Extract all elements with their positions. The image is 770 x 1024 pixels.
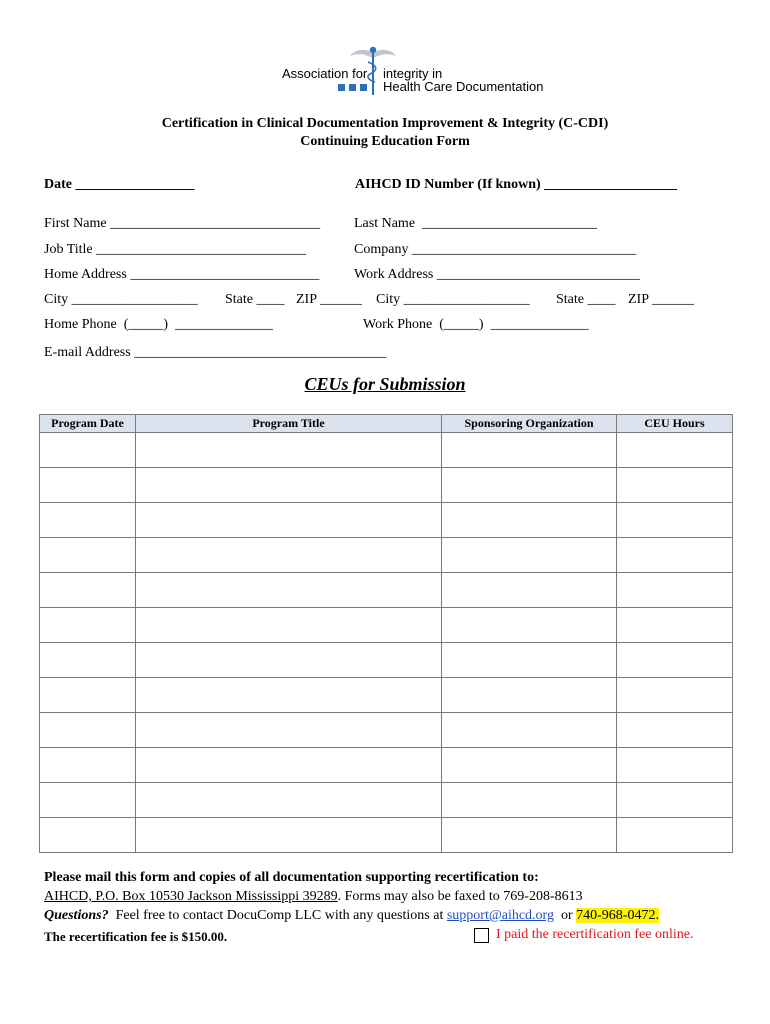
sponsoring-organization-cell[interactable] [442, 503, 617, 538]
home-zip-field[interactable]: ZIP ______ [296, 292, 362, 307]
ceu-table-body [40, 433, 733, 853]
logo-squares [338, 84, 367, 91]
program-title-cell[interactable] [136, 818, 442, 853]
sponsoring-organization-cell[interactable] [442, 643, 617, 678]
email-field[interactable]: E-mail Address ____________________________________ [44, 345, 387, 360]
last-name-field[interactable]: Last Name _________________________ [354, 216, 598, 231]
program-title-cell[interactable] [136, 608, 442, 643]
sponsoring-organization-cell[interactable] [442, 818, 617, 853]
ceu-hours-cell[interactable] [617, 818, 733, 853]
ceu-row [40, 818, 733, 853]
questions-line [44, 908, 659, 924]
mail-address-line [44, 889, 583, 905]
ceu-row [40, 503, 733, 538]
program-date-cell[interactable] [40, 573, 136, 608]
sponsoring-organization-cell[interactable] [442, 573, 617, 608]
questions-text: Feel free to contact DocuComp LLC with any questions at [108, 908, 447, 923]
program-title-cell[interactable] [136, 643, 442, 678]
sponsoring-organization-cell[interactable] [442, 433, 617, 468]
support-phone: 740-968-0472. [576, 908, 659, 923]
ceu-table [39, 414, 733, 853]
program-title-cell[interactable] [136, 433, 442, 468]
date-field[interactable]: Date _________________ [44, 177, 195, 192]
program-title-cell[interactable] [136, 678, 442, 713]
aihcd-id-field[interactable]: AIHCD ID Number (If known) ___________________ [355, 177, 678, 192]
program-date-cell[interactable] [40, 433, 136, 468]
ceu-row [40, 643, 733, 678]
ceu-row [40, 608, 733, 643]
paid-online-checkbox[interactable] [474, 928, 489, 943]
program-title-cell[interactable] [136, 713, 442, 748]
sponsoring-organization-cell[interactable] [442, 538, 617, 573]
ceu-row [40, 573, 733, 608]
ceu-hours-cell[interactable] [617, 678, 733, 713]
ceu-hours-cell[interactable] [617, 713, 733, 748]
company-field[interactable]: Company ________________________________ [354, 242, 636, 257]
ceu-hours-cell[interactable] [617, 538, 733, 573]
aihcd-logo [282, 44, 552, 96]
ceu-row [40, 468, 733, 503]
program-title-cell[interactable] [136, 468, 442, 503]
col-program-title: Program Title [136, 415, 442, 433]
col-ceu-hours: CEU Hours [617, 415, 733, 433]
program-title-cell[interactable] [136, 538, 442, 573]
sponsoring-organization-cell[interactable] [442, 748, 617, 783]
work-zip-field[interactable]: ZIP ______ [628, 292, 694, 307]
ceu-hours-cell[interactable] [617, 608, 733, 643]
col-program-date: Program Date [40, 415, 136, 433]
ceu-hours-cell[interactable] [617, 748, 733, 783]
program-date-cell[interactable] [40, 538, 136, 573]
program-title-cell[interactable] [136, 503, 442, 538]
ceu-hours-cell[interactable] [617, 503, 733, 538]
program-date-cell[interactable] [40, 678, 136, 713]
ceu-hours-cell[interactable] [617, 783, 733, 818]
fee-text: The recertification fee is $150.00. [44, 929, 228, 944]
ceu-header-row [40, 415, 733, 433]
ceu-row [40, 748, 733, 783]
home-state-field[interactable]: State ____ [225, 292, 285, 307]
logo-text-left: Association for [282, 66, 368, 81]
program-date-cell[interactable] [40, 818, 136, 853]
logo-text-line2: Health Care Documentation [383, 79, 544, 94]
questions-label: Questions? [44, 908, 109, 923]
support-email-link[interactable]: support@aihcd.org [446, 908, 554, 923]
home-address-field[interactable]: Home Address ___________________________ [44, 267, 320, 282]
program-date-cell[interactable] [40, 503, 136, 538]
paid-online-label: I paid the recertification fee online. [496, 927, 694, 942]
logo-text-line1: integrity in [383, 66, 443, 81]
program-date-cell[interactable] [40, 468, 136, 503]
ceu-section-title: CEUs for Submission [304, 374, 466, 394]
program-title-cell[interactable] [136, 748, 442, 783]
program-date-cell[interactable] [40, 643, 136, 678]
program-title-cell[interactable] [136, 573, 442, 608]
first-name-field[interactable]: First Name ______________________________ [44, 216, 321, 231]
program-date-cell[interactable] [40, 783, 136, 818]
ceu-row [40, 678, 733, 713]
ceu-hours-cell[interactable] [617, 433, 733, 468]
home-phone-field[interactable]: Home Phone (_____) ______________ [44, 317, 274, 332]
ceu-hours-cell[interactable] [617, 468, 733, 503]
fax-text: . Forms may also be faxed to 769-208-8613 [337, 889, 583, 904]
program-date-cell[interactable] [40, 608, 136, 643]
sponsoring-organization-cell[interactable] [442, 608, 617, 643]
ceu-hours-cell[interactable] [617, 573, 733, 608]
work-city-field[interactable]: City __________________ [376, 292, 530, 307]
col-sponsoring-organization: Sponsoring Organization [442, 415, 617, 433]
work-state-field[interactable]: State ____ [556, 292, 616, 307]
program-date-cell[interactable] [40, 713, 136, 748]
mailing-address: AIHCD, P.O. Box 10530 Jackson Mississippi 39289 [44, 889, 338, 904]
sponsoring-organization-cell[interactable] [442, 468, 617, 503]
ceu-row [40, 538, 733, 573]
form-subtitle: Continuing Education Form [300, 134, 470, 149]
ceu-row [40, 783, 733, 818]
sponsoring-organization-cell[interactable] [442, 783, 617, 818]
ceu-row [40, 713, 733, 748]
home-city-field[interactable]: City __________________ [44, 292, 198, 307]
sponsoring-organization-cell[interactable] [442, 678, 617, 713]
program-date-cell[interactable] [40, 748, 136, 783]
job-title-field[interactable]: Job Title ______________________________ [44, 242, 307, 257]
work-address-field[interactable]: Work Address _____________________________ [354, 267, 640, 282]
ceu-row [40, 433, 733, 468]
program-title-cell[interactable] [136, 783, 442, 818]
form-title: Certification in Clinical Documentation Improvement & Integrity (C-CDI) [161, 116, 609, 131]
work-phone-field[interactable]: Work Phone (_____) ______________ [363, 317, 589, 332]
ceu-hours-cell[interactable] [617, 643, 733, 678]
mail-heading: Please mail this form and copies of all documentation supporting recertification to: [44, 870, 539, 885]
or-text: or [553, 908, 577, 923]
sponsoring-organization-cell[interactable] [442, 713, 617, 748]
